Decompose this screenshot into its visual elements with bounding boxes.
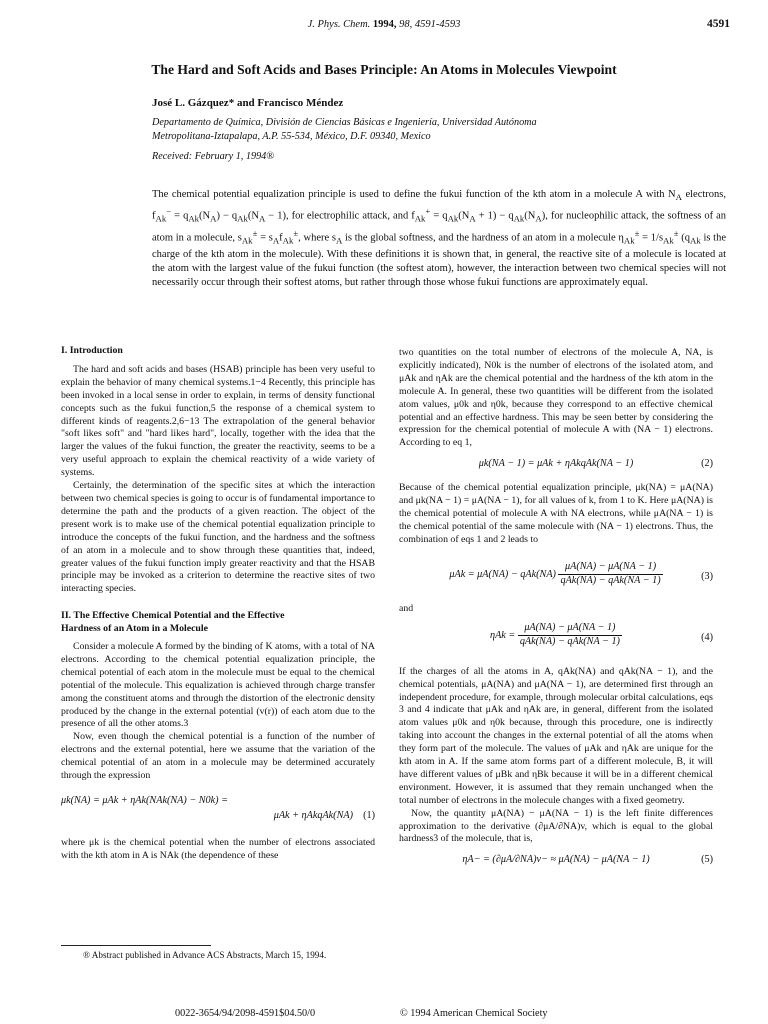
equation-3-fraction bbox=[558, 561, 662, 588]
abstract-text-13: = s bbox=[257, 232, 273, 244]
journal-name: J. Phys. Chem. bbox=[307, 19, 371, 30]
article-code: 0022-3654/94/2098-4591$04.50/0 bbox=[175, 1008, 316, 1019]
equation-3-numerator: μA(NA) − μA(NA − 1) bbox=[558, 561, 662, 575]
abstract: The chemical potential equalization principle is used to define the fukui function of the kth atom in a molecule A with $N_A$ electrons, $f_{Ak}^- = q_{Ak}(N_A) - q_{Ak}(N_A - 1)$, for electrophilic attack, and $f_{Ak}^+ = q_{Ak}(N_A + 1) - q_{Ak}(N_A)$, for nucleophilic attack, the softness of an atom in a molecule, $s_{Ak}^\pm = s_Af_{Ak}^\pm$, where $s_A$ is the global softness, and the hardness of an atom in a molecule $\eta_{Ak}^\pm = 1/s_{Ak}^\pm$ ($q_{Ak}$ is the charge of the kth atom in the molecule). With these definitions it is shown that, in general, the reactive site of a molecule is located at the atom with the largest value of the fukui function (the softest atom), however, the interaction between two chemical species will not necessarily occur through their softest atoms, but rather through those whose fukui functions are approximately equal. bbox=[152, 189, 727, 288]
section2-paragraph-3: where μk is the chemical potential when the number of electrons associated with the kth atom in A is NAk (the dependence of these bbox=[61, 837, 375, 861]
abstract-text-5: ) − q bbox=[216, 210, 238, 222]
equation-2-number: (2) bbox=[701, 458, 713, 470]
equation-3-denominator: qAk(NA) − qAk(NA − 1) bbox=[560, 574, 661, 586]
journal-citation bbox=[0, 19, 768, 30]
equation-3-number: (3) bbox=[701, 570, 713, 582]
right-paragraph-3: If the charges of all the atoms in A, qAk(NA) and qAk(NA − 1), and the chemical potentials, μA(NA) and μA(NA − 1), are determined first through an independent procedure, for example, through molecular orbital calculations, eqs 3 and 4 indicate that μAk and ηAk are, in general, different from the isolated atom values μ0k and η0k because, through this procedure, one is indirectly taking into account the changes in the external potential of all the atoms when they form part of the molecule. The values of μAk and ηAk are unique for the kth atom in A. If the same atom forms part of a different molecule, B, it will have different values of μBk and ηBk because it will be in a different chemical environment. However, it is assumed that they remain unchanged when the total number of electrons in the molecule changes with a fixed geometry. bbox=[399, 665, 713, 806]
abstract-text-4: (N bbox=[199, 210, 211, 222]
authors: José L. Gázquez* and Francisco Méndez bbox=[152, 97, 344, 109]
section-heading-2-line-2: Hardness of an Atom in a Molecule bbox=[61, 623, 208, 635]
abstract-text-9: (N bbox=[458, 210, 470, 222]
abstract-text-2: electrons, f bbox=[152, 189, 726, 222]
equation-4-number: (4) bbox=[701, 631, 713, 643]
section-heading-2 bbox=[61, 610, 375, 636]
page-number: 4591 bbox=[707, 18, 730, 30]
section2-paragraph-1: Consider a molecule A formed by the binding of K atoms, with a total of NA electrons. According to the chemical potential equalization principle, the chemical potential of each atom in the molecule must be equal to the chemical potential of the molecule. This equalization is achieved through charge transfer among the constituent atoms and through the distortion of the electronic density produced by the change in the external potential (v(r)) of each atom due to the presence of all the other atoms.3 bbox=[61, 641, 375, 730]
section-heading-introduction: I. Introduction bbox=[61, 345, 123, 356]
copyright: © 1994 American Chemical Society bbox=[400, 1008, 548, 1019]
abstract-text-8: = q bbox=[430, 210, 448, 222]
equation-4-denominator: qAk(NA) − qAk(NA − 1) bbox=[519, 635, 620, 647]
received-date: Received: February 1, 1994® bbox=[152, 151, 275, 162]
left-column bbox=[61, 345, 375, 863]
equation-5 bbox=[399, 854, 713, 870]
right-paragraph-4: Now, the quantity μA(NA) − μA(NA − 1) is the left finite differences approximation to the derivative (∂μA/∂NA)v, which is equal to the global hardness3 of the molecule, that is, bbox=[399, 807, 713, 845]
abstract-text-7: − 1), for electrophilic attack, and f bbox=[265, 210, 415, 222]
abstract-text-19: is the charge of the kth atom in the molecule). With these definitions it is shown that, in general, the reactive site of a molecule is located at the atom with the largest value of the fukui function (the softest atom), however, the interaction between two chemical species will not necessarily occur through their softest atoms, but rather through those whose fukui functions are approximately equal. bbox=[152, 232, 726, 288]
intro-paragraph-1: The hard and soft acids and bases (HSAB) principle has been very useful to explain the behavior of many chemical systems.1−4 Recently, this principle has been invoked in a local sense in order to explain, in terms of density functional concepts such as the fukui function,5 the response of a chemical system to different kinds of reagents.2,6−13 The extrapolation of the general behavior "soft likes soft" and "hard likes hard", locally, together with the idea that the larger the values of the fukui function, the greater the reactivity, seems to be a very useful approach to explain the chemical reactivity of a wide variety of systems. bbox=[61, 363, 375, 479]
journal-pages: 4591-4593 bbox=[414, 19, 461, 30]
equation-5-number: (5) bbox=[701, 854, 713, 866]
abstract-text-16: is the global softness, and the hardness of an atom in a molecule η bbox=[342, 232, 624, 244]
equation-1-lhs: μk(NA) = μAk + ηAk(NAk(NA) − N0k) = bbox=[61, 795, 228, 806]
abstract-text-6: (N bbox=[247, 210, 259, 222]
abstract-text-17: = 1/s bbox=[639, 232, 664, 244]
equation-3 bbox=[399, 561, 713, 595]
footnote-block bbox=[61, 945, 326, 960]
right-paragraph-2: Because of the chemical potential equalization principle, μk(NA) = μA(NA) and μk(NA − 1) = μA(NA − 1), for all values of k, from 1 to K. Here μA(NA) is the chemical potential of molecule A with NA electrons, while μA(NA − 1) is the chemical potential of the same molecule with (NA − 1) electrons. Thus, the combination of eqs 1 and 2 leads to bbox=[399, 482, 713, 545]
right-paragraph-1: two quantities on the total number of electrons of the molecule A, NA, is explicitly indicated), N0k is the number of electrons of the isolated atom, and μAk and ηAk are the chemical potential and the hardness of the kth atom in the molecule A. In general, these two quantities will be different from the isolated atom values, μ0k and η0k, because they correspond to an effective chemical potential and an effective hardness. This may be seen better by considering the expression for the chemical potential of molecule A with (NA − 1) electrons. According to eq 1, bbox=[399, 347, 713, 449]
equation-1-number: (1) bbox=[363, 810, 375, 821]
and-word: and bbox=[399, 602, 414, 614]
abstract-text-10: + 1) − q bbox=[475, 210, 514, 222]
section-heading-2-line-1: II. The Effective Chemical Potential and the Effective bbox=[61, 610, 285, 622]
footnote: ® Abstract published in Advance ACS Abstracts, March 15, 1994. bbox=[83, 950, 327, 960]
abstract-text-11: (N bbox=[524, 210, 536, 222]
journal-year: 1994, bbox=[372, 19, 397, 30]
equation-1-rhs: μAk + ηAkqAk(NA) bbox=[273, 810, 353, 821]
abstract-text-14: f bbox=[279, 232, 283, 244]
equation-3-lhs: μAk = μA(NA) − qAk(NA) bbox=[449, 568, 556, 580]
equation-4-numerator: μA(NA) − μA(NA − 1) bbox=[518, 622, 622, 636]
right-column bbox=[399, 347, 713, 870]
section2-paragraph-2: Now, even though the chemical potential is a function of the number of electrons and the external potential, here we assume that the variation of the chemical potential of an atom in a molecule may be determined accurately through the expression bbox=[61, 731, 375, 782]
abstract-text-1: The chemical potential equalization principle is used to define the fukui function of the kth atom in a molecule A with N bbox=[152, 189, 676, 200]
abstract-text-3: = q bbox=[171, 210, 189, 222]
footnote-rule bbox=[61, 945, 211, 946]
journal-volume: 98, bbox=[399, 19, 413, 30]
affiliation bbox=[152, 116, 672, 144]
equation-4-lhs: ηAk = bbox=[490, 629, 516, 641]
equation-2-body: μk(NA − 1) = μAk + ηAkqAk(NA − 1) bbox=[478, 458, 634, 470]
equation-4 bbox=[399, 622, 713, 656]
article-title: The Hard and Soft Acids and Bases Principle: An Atoms in Molecules Viewpoint bbox=[151, 62, 617, 77]
abstract-text-18: (q bbox=[678, 232, 691, 244]
equation-2 bbox=[399, 458, 713, 474]
equation-5-body: ηA− = (∂μA/∂NA)v− ≈ μA(NA) − μA(NA − 1) bbox=[462, 854, 650, 866]
abstract-text-15: , where s bbox=[298, 232, 336, 244]
intro-paragraph-2: Certainly, the determination of the specific sites at which the interaction between two chemical species is going to occur is of fundamental importance to determine the path and the products of a given reaction. The object of the present work is to make use of the chemical potential equalization principle to introduce the concepts of the fukui function, and the hardness and the softness of an atom in a molecule and to show through these quantities that, indeed, greater values of the fukui function imply greater reactivity and that the HSAB principle may be invoked as a criterion to determine the reactive sites of two interacting species. bbox=[61, 480, 375, 595]
abstract-text-12: ), for nucleophilic attack, the softness of an atom in a molecule, s bbox=[152, 210, 727, 244]
affiliation-line-2: Metropolitana-Iztapalapa, A.P. 55-534, México, D.F. 09340, Mexico bbox=[152, 131, 431, 142]
equation-1 bbox=[61, 795, 375, 825]
affiliation-line-1: Departamento de Química, División de Ciencias Básicas e Ingeniería, Universidad Autónoma bbox=[152, 117, 537, 128]
equation-4-fraction bbox=[518, 622, 622, 649]
